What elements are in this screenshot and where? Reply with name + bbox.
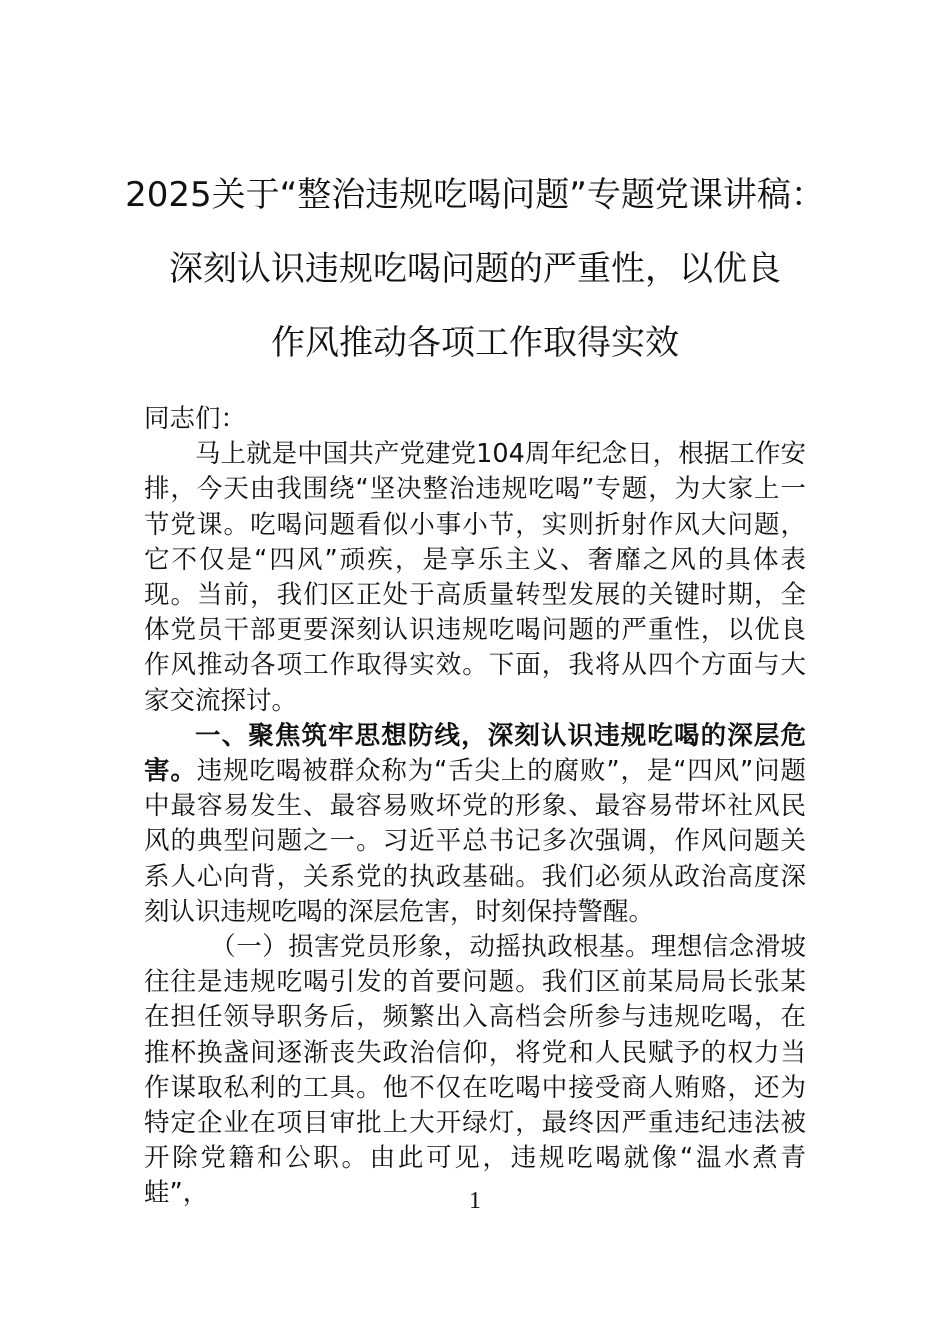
page-number: 1 [469,1188,481,1214]
title-line-3: 作风推动各项工作取得实效 [271,323,679,363]
title-line-2: 深刻认识违规吃喝问题的严重性，以优良 [169,249,781,289]
section-1-heading: 一、聚焦筑牢思想防线，深刻认识违规吃喝的深层危害。 [144,720,806,787]
salutation: 同志们： [144,404,247,434]
document-title [120,158,830,380]
subsection-1-paragraph: （一）损害党员形象，动摇执政根基。理想信念滑坡往往是违规吃喝引发的首要问题。我们区前某局局长张某在担任领导职务后，频繁出入高档会所参与违规吃喝，在推杯换盏间逐渐丧失政治信仰，将党和人民赋予的权力当作谋取私利的工具。他不仅在吃喝中接受商人贿赂，还为特定企业在项目审批上大开绿灯，最终因严重违纪违法被开除党籍和公职。由此可见，违规吃喝就像“温水煮青蛙”， [144,932,806,1209]
document-body [144,402,806,1212]
intro-paragraph: 马上就是中国共产党建党104周年纪念日，根据工作安排，今天由我围绕“坚决整治违规吃喝”专题，为大家上一节党课。吃喝问题看似小事小节，实则折射作风大问题，它不仅是“四风”顽疾，是享乐主义、奢靡之风的具体表现。当前，我们区正处于高质量转型发展的关键时期，全体党员干部更要深刻认识违规吃喝问题的严重性，以优良作风推动各项工作取得实效。下面，我将从四个方面与大家交流探讨。 [144,439,806,716]
section-1-body: 违规吃喝被群众称为“舌尖上的腐败”，是“四风”问题中最容易发生、最容易败坏党的形象、最容易带坏社风民风的典型问题之一。习近平总书记多次强调，作风问题关系人心向背，关系党的执政基础。我们必须从政治高度深刻认识违规吃喝的深层危害，时刻保持警醒。 [144,756,806,927]
title-line-1: 2025关于“整治违规吃喝问题”专题党课讲稿： [125,175,825,215]
section-1-paragraph [144,719,806,930]
